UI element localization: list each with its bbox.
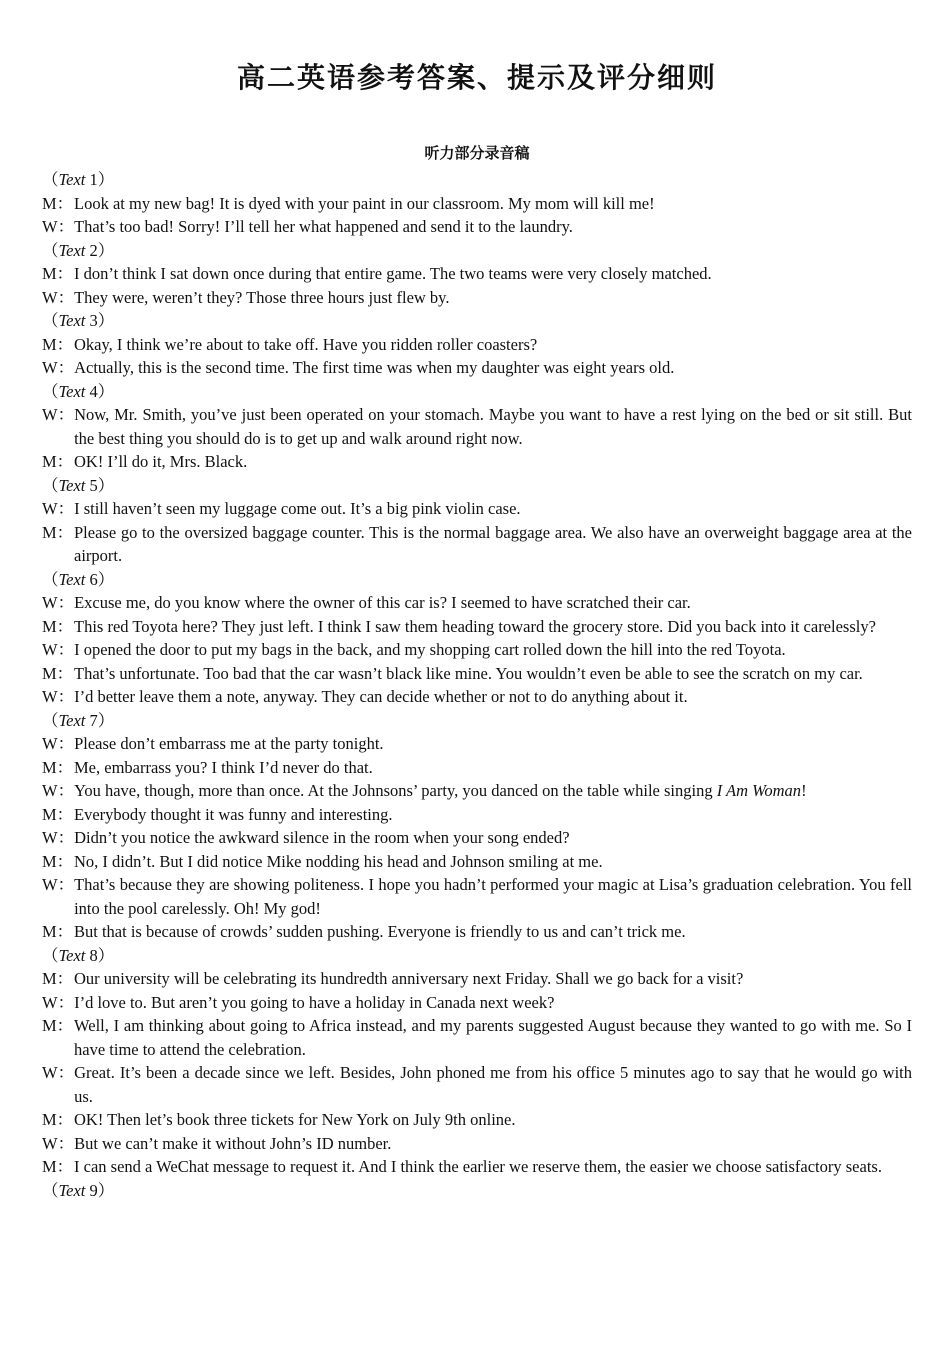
text-label-word: Text: [58, 945, 86, 965]
speaker-label: M：: [42, 922, 74, 941]
text-label: （Text 9）: [42, 1180, 115, 1200]
dialogue-line: [42, 262, 912, 286]
dialogue-text: Me, embarrass you? I think I’d never do that.: [74, 757, 373, 777]
dialogue-text: They were, weren’t they? Those three hours just flew by.: [74, 287, 450, 307]
dialogue-line: [42, 991, 912, 1015]
speaker-label: W：: [42, 687, 75, 706]
dialogue-line: [42, 920, 912, 944]
section-title: 听力部分录音稿: [424, 144, 530, 162]
dialogue-line: [42, 192, 912, 216]
dialogue-line: [42, 450, 912, 474]
dialogue-line: [42, 967, 912, 991]
speaker-label: M：: [42, 851, 74, 871]
text-number: 7: [89, 710, 98, 730]
dialogue-line: [42, 779, 912, 803]
dialogue-text: Didn’t you notice the awkward silence in the room when your song ended?: [74, 828, 570, 847]
dialogue-line: [42, 215, 912, 239]
dialogue-text: Well, I am thinking about going to Africa instead, and my parents suggested August because they wanted to go with me. So I have time to attend the celebration.: [74, 1016, 912, 1059]
dialogue-text: I can send a WeChat message to request it. And I think the earlier we reserve them, the easier we choose satisfactory seats.: [74, 1157, 882, 1176]
dialogue-line: [42, 1014, 912, 1061]
dialogue-text: Look at my new bag! It is dyed with your paint in our classroom. My mom will kill me!: [74, 193, 655, 213]
dialogue-line: [42, 333, 912, 357]
speaker-label: W：: [42, 593, 75, 612]
speaker-label: M：: [42, 969, 74, 988]
dialogue-text: Actually, this is the second time. The first time was when my daughter was eight years old.: [74, 358, 675, 377]
text-label: （Text 7）: [42, 710, 115, 730]
speaker-label: W：: [42, 875, 75, 894]
dialogue-line: [42, 850, 912, 874]
dialogue-line: [42, 497, 912, 521]
text-number: 8: [89, 945, 98, 965]
dialogue-line: [42, 286, 912, 310]
text-label: （Text 6）: [42, 569, 115, 589]
dialogue-text: You have, though, more than once. At the Johnsons’ party, you danced on the table while singing I Am Woman!: [74, 781, 807, 800]
text-label-word: Text: [58, 1180, 86, 1200]
text-label-word: Text: [58, 311, 86, 330]
speaker-label: W：: [42, 358, 75, 377]
text-number: 5: [89, 475, 98, 495]
document-page: [42, 0, 912, 1202]
speaker-label: M：: [42, 522, 74, 542]
dialogue-text: I’d better leave them a note, anyway. They can decide whether or not to do anything about it.: [74, 687, 688, 706]
text-label: （Text 1）: [42, 170, 115, 189]
dialogue-text: This red Toyota here? They just left. I think I saw them heading toward the grocery store. Did you back into it carelessly?: [74, 616, 876, 636]
text-label: （Text 2）: [42, 240, 115, 260]
dialogue-text: But that is because of crowds’ sudden pushing. Everyone is friendly to us and can’t trick me.: [74, 922, 686, 941]
speaker-label: W：: [42, 828, 75, 847]
text-label-word: Text: [58, 710, 86, 730]
text-label-word: Text: [58, 240, 86, 260]
page-title: 高二英语参考答案、提示及评分细则: [236, 61, 717, 94]
text-number: 3: [89, 311, 98, 330]
dialogue-text: That’s because they are showing politeness. I hope you hadn’t performed your magic at Lisa’s graduation celebration. You fell into the pool carelessly. Oh! My god!: [74, 875, 912, 918]
dialogue-line: [42, 521, 912, 568]
text-number: 4: [89, 381, 98, 401]
dialogue-text: Please don’t embarrass me at the party tonight.: [74, 734, 384, 753]
dialogue-line: [42, 1155, 912, 1179]
text-number: 9: [89, 1180, 98, 1200]
dialogue-text: OK! I’ll do it, Mrs. Black.: [74, 452, 248, 471]
speaker-label: W：: [42, 287, 75, 307]
text-label-word: Text: [58, 381, 86, 401]
dialogue-line: [42, 591, 912, 615]
speaker-label: M：: [42, 804, 74, 824]
dialogue-text: Our university will be celebrating its hundredth anniversary next Friday. Shall we go back for a visit?: [74, 969, 744, 988]
text-label: （Text 4）: [42, 381, 115, 401]
speaker-label: W：: [42, 640, 75, 659]
speaker-label: M：: [42, 757, 74, 777]
transcript-body: [42, 168, 912, 1202]
speaker-label: M：: [42, 663, 74, 683]
speaker-label: M：: [42, 1110, 74, 1129]
dialogue-line: [42, 1061, 912, 1108]
speaker-label: M：: [42, 452, 74, 471]
speaker-label: W：: [42, 499, 75, 518]
dialogue-text: Please go to the oversized baggage counter. This is the normal baggage area. We also have an overweight baggage area at the airport.: [74, 522, 912, 565]
speaker-label: W：: [42, 992, 75, 1012]
dialogue-text: Excuse me, do you know where the owner of this car is? I seemed to have scratched their car.: [74, 593, 691, 612]
text-label-word: Text: [58, 569, 86, 589]
dialogue-text: That’s too bad! Sorry! I’ll tell her what happened and send it to the laundry.: [74, 217, 573, 236]
speaker-label: W：: [42, 405, 75, 424]
text-number: 6: [89, 569, 98, 589]
dialogue-line: [42, 356, 912, 380]
text-label: （Text 5）: [42, 475, 115, 495]
text-label-word: Text: [58, 170, 86, 189]
speaker-label: M：: [42, 264, 74, 283]
dialogue-line: [42, 403, 912, 450]
speaker-label: W：: [42, 734, 75, 753]
dialogue-text: No, I didn’t. But I did notice Mike nodding his head and Johnson smiling at me.: [74, 851, 603, 871]
dialogue-text: Great. It’s been a decade since we left. Besides, John phoned me from his office 5 minutes ago to say that he would go with us.: [74, 1063, 912, 1106]
speaker-label: M：: [42, 616, 74, 636]
speaker-label: M：: [42, 334, 74, 354]
dialogue-line: [42, 756, 912, 780]
song-title: I Am Woman: [716, 781, 802, 800]
dialogue-text: But we can’t make it without John’s ID number.: [74, 1133, 392, 1153]
speaker-label: W：: [42, 1063, 75, 1082]
dialogue-line: [42, 685, 912, 709]
dialogue-text: Now, Mr. Smith, you’ve just been operated on your stomach. Maybe you want to have a rest lying on the bed or sit still. But the best thing you should do is to get up and walk around right now.: [74, 405, 912, 448]
speaker-label: W：: [42, 1133, 75, 1153]
speaker-label: W：: [42, 781, 75, 800]
dialogue-text: I opened the door to put my bags in the back, and my shopping cart rolled down the hill into the red Toyota.: [74, 640, 786, 659]
speaker-label: M：: [42, 1157, 74, 1176]
speaker-label: W：: [42, 217, 75, 236]
dialogue-line: [42, 1132, 912, 1156]
dialogue-text: I don’t think I sat down once during that entire game. The two teams were very closely matched.: [74, 264, 712, 283]
text-label: （Text 8）: [42, 945, 115, 965]
text-label: （Text 3）: [42, 311, 115, 330]
text-label-word: Text: [58, 475, 86, 495]
dialogue-text: I’d love to. But aren’t you going to have a holiday in Canada next week?: [74, 992, 555, 1012]
dialogue-line: [42, 732, 912, 756]
dialogue-text: Everybody thought it was funny and interesting.: [74, 804, 393, 824]
text-number: 1: [89, 170, 98, 189]
speaker-label: M：: [42, 193, 74, 213]
text-number: 2: [89, 240, 98, 260]
speaker-label: M：: [42, 1016, 74, 1035]
dialogue-line: [42, 826, 912, 850]
dialogue-line: [42, 1108, 912, 1132]
dialogue-text: I still haven’t seen my luggage come out. It’s a big pink violin case.: [74, 499, 521, 518]
dialogue-text: OK! Then let’s book three tickets for New York on July 9th online.: [74, 1110, 516, 1129]
dialogue-line: [42, 803, 912, 827]
dialogue-line: [42, 873, 912, 920]
dialogue-line: [42, 615, 912, 639]
dialogue-line: [42, 638, 912, 662]
dialogue-text: That’s unfortunate. Too bad that the car wasn’t black like mine. You wouldn’t even be able to see the scratch on my car.: [74, 663, 863, 683]
dialogue-text: Okay, I think we’re about to take off. Have you ridden roller coasters?: [74, 334, 538, 354]
dialogue-line: [42, 662, 912, 686]
